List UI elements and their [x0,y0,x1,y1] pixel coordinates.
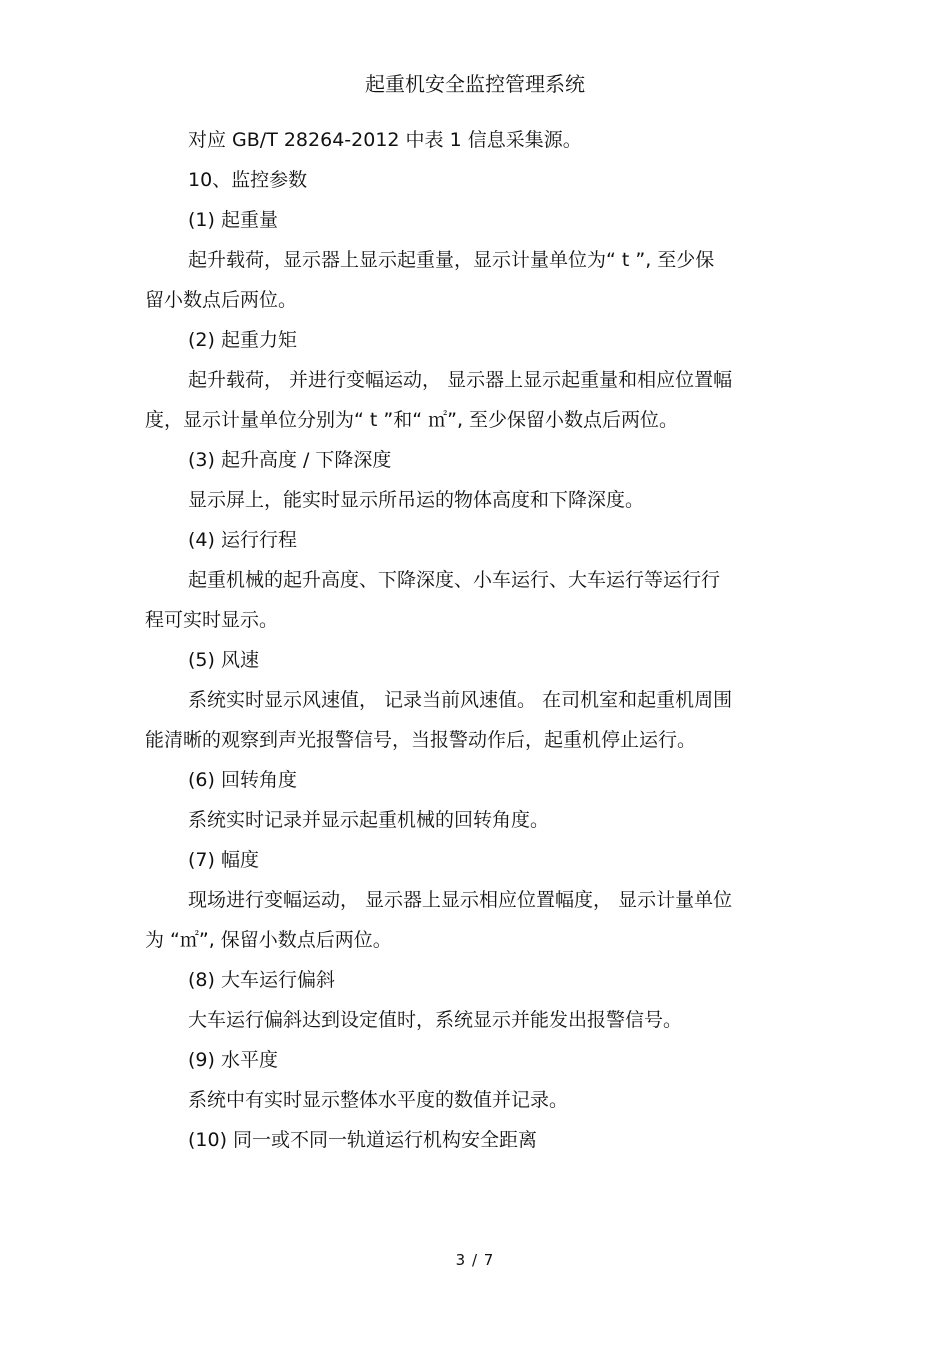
body-line: 大车运行偏斜达到设定值时，系统显示并能发出报警信号。 [188,1009,683,1031]
page-header [0,70,950,98]
page-number: 3 / 7 [455,1251,495,1269]
body-line: 对应 GB/T 28264-2012 中表 1 信息采集源。 [188,129,582,151]
document-body [145,120,805,1160]
body-line: (6) 回转角度 [188,769,297,791]
body-line: (5) 风速 [188,649,259,671]
body-line: (8) 大车运行偏斜 [188,969,335,991]
body-line: 留小数点后两位。 [145,289,298,311]
body-line: 为 “㎡”, 保留小数点后两位。 [145,929,392,951]
body-line: 显示屏上，能实时显示所吊运的物体高度和下降深度。 [188,489,645,511]
body-line: 系统实时显示风速值， 记录当前风速值。 在司机室和起重机周围 [188,689,733,711]
body-line: (1) 起重量 [188,209,278,231]
header-title: 起重机安全监控管理系统 [365,72,585,96]
body-line: 系统中有实时显示整体水平度的数值并记录。 [188,1089,569,1111]
body-line: (7) 幅度 [188,849,259,871]
body-line: 程可实时显示。 [145,609,279,631]
body-line: (10) 同一或不同一轨道运行机构安全距离 [188,1129,538,1151]
body-line: 系统实时记录并显示起重机械的回转角度。 [188,809,550,831]
body-line: 现场进行变幅运动， 显示器上显示相应位置幅度， 显示计量单位 [188,889,733,911]
body-line: (9) 水平度 [188,1049,278,1071]
body-line: (2) 起重力矩 [188,329,297,351]
body-line: 度，显示计量单位分别为“ t ”和“ ㎡”, 至少保留小数点后两位。 [145,409,679,431]
body-line: 起重机械的起升高度、下降深度、小车运行、大车运行等运行行 [188,569,721,591]
body-line: 能清晰的观察到声光报警信号，当报警动作后，起重机停止运行。 [145,729,697,751]
body-line: 起升载荷，显示器上显示起重量，显示计量单位为“ t ”, 至少保 [188,249,715,271]
body-line: (4) 运行行程 [188,529,297,551]
body-line: 起升载荷， 并进行变幅运动， 显示器上显示起重量和相应位置幅 [188,369,733,391]
body-line: (3) 起升高度 / 下降深度 [188,449,392,471]
body-line: 10、监控参数 [188,169,308,191]
